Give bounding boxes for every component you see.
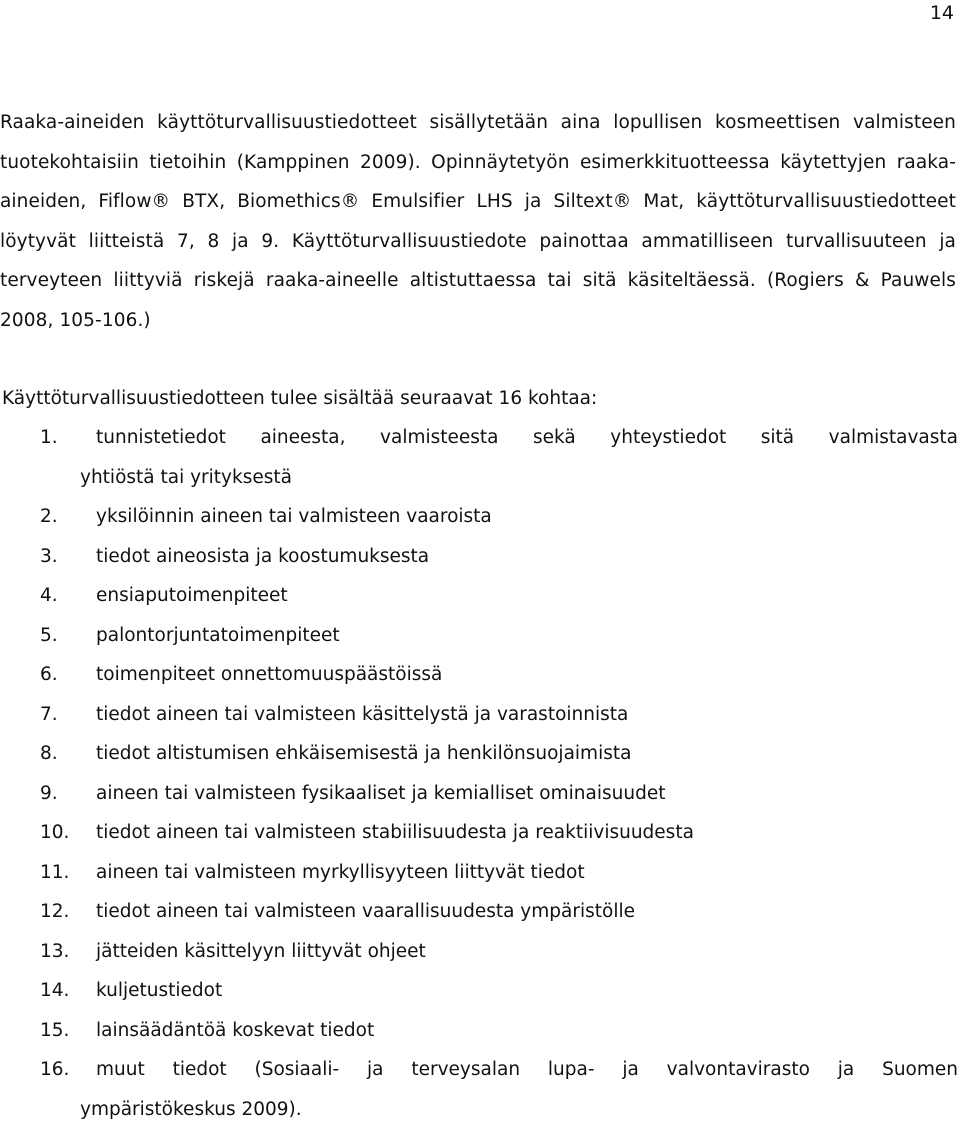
item-number: 4. xyxy=(0,576,96,616)
item-number: 7. xyxy=(0,695,96,735)
item-text: aineen tai valmisteen fysikaaliset ja kemialliset ominaisuudet xyxy=(96,774,958,814)
list-item xyxy=(0,576,958,616)
item-number: 14. xyxy=(0,971,96,1011)
item-number: 2. xyxy=(0,497,96,537)
item-text: tiedot aineen tai valmisteen stabiilisuudesta ja reaktiivisuudesta xyxy=(96,813,958,853)
item-text: tiedot aineen tai valmisteen vaarallisuudesta ympäristölle xyxy=(96,892,958,932)
list-item xyxy=(0,813,958,853)
item-text-continuation: ympäristökeskus 2009). xyxy=(0,1090,302,1129)
item-text: toimenpiteet onnettomuuspäästöissä xyxy=(96,655,958,695)
item-number: 16. xyxy=(0,1050,96,1090)
item-text: aineen tai valmisteen myrkyllisyyteen liittyvät tiedot xyxy=(96,853,958,893)
list-item xyxy=(0,932,958,972)
item-text: jätteiden käsittelyyn liittyvät ohjeet xyxy=(96,932,958,972)
list-heading: Käyttöturvallisuustiedotteen tulee sisältää seuraavat 16 kohtaa: xyxy=(2,379,597,418)
item-number: 1. xyxy=(0,418,96,458)
body-paragraph: Raaka-aineiden käyttöturvallisuustiedotteet sisällytetään aina lopullisen kosmeettisen valmisteen tuotekohtaisiin tietoihin (Kamppinen 2009). Opinnäytetyön esimerkkituotteessa käytettyjen raaka-aineiden, Fiflow® BTX, Biomethics® Emulsifier LHS ja Siltext® Mat, käyttöturvallisuustiedotteet löytyvät liitteistä 7, 8 ja 9. Käyttöturvallisuustiedote painottaa ammatilliseen turvallisuuteen ja terveyteen liittyviä riskejä raaka-aineelle altistuttaessa tai sitä käsiteltäessä. (Rogiers & Pauwels 2008, 105-106.) xyxy=(0,103,956,340)
list-item-continuation xyxy=(0,1090,958,1129)
item-text: tiedot aineen tai valmisteen käsittelystä ja varastoinnista xyxy=(96,695,958,735)
item-text: lainsäädäntöä koskevat tiedot xyxy=(96,1011,958,1051)
item-text: kuljetustiedot xyxy=(96,971,958,1011)
item-number: 13. xyxy=(0,932,96,972)
list-item-continuation xyxy=(0,458,958,498)
item-text: tunnistetiedot aineesta, valmisteesta sekä yhteystiedot sitä valmistavasta xyxy=(96,418,958,458)
item-number: 10. xyxy=(0,813,96,853)
list-item xyxy=(0,655,958,695)
list-item xyxy=(0,497,958,537)
item-text: palontorjuntatoimenpiteet xyxy=(96,616,958,656)
item-number: 8. xyxy=(0,734,96,774)
item-text: yksilöinnin aineen tai valmisteen vaaroista xyxy=(96,497,958,537)
list-item xyxy=(0,1050,958,1090)
list-item xyxy=(0,418,958,458)
item-text: tiedot altistumisen ehkäisemisestä ja henkilönsuojaimista xyxy=(96,734,958,774)
item-text: tiedot aineosista ja koostumuksesta xyxy=(96,537,958,577)
item-number: 15. xyxy=(0,1011,96,1051)
list-item xyxy=(0,853,958,893)
list-item xyxy=(0,537,958,577)
list-item xyxy=(0,892,958,932)
list-item xyxy=(0,695,958,735)
page-number: 14 xyxy=(930,2,954,24)
item-number: 5. xyxy=(0,616,96,656)
item-text: muut tiedot (Sosiaali- ja terveysalan lupa- ja valvontavirasto ja Suomen xyxy=(96,1050,958,1090)
item-number: 3. xyxy=(0,537,96,577)
item-number: 12. xyxy=(0,892,96,932)
item-number: 11. xyxy=(0,853,96,893)
list-item xyxy=(0,971,958,1011)
item-text-continuation: yhtiöstä tai yrityksestä xyxy=(0,458,292,498)
item-number: 6. xyxy=(0,655,96,695)
list-item xyxy=(0,616,958,656)
requirements-list xyxy=(0,418,958,1129)
item-text: ensiaputoimenpiteet xyxy=(96,576,958,616)
item-number: 9. xyxy=(0,774,96,814)
list-item xyxy=(0,774,958,814)
list-item xyxy=(0,734,958,774)
list-item xyxy=(0,1011,958,1051)
